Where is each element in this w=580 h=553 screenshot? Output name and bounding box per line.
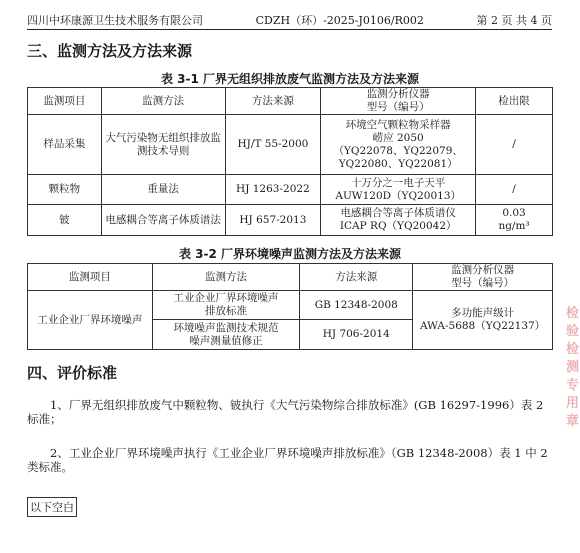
stamp-text: 检验检测专用章 bbox=[566, 306, 580, 429]
table-row bbox=[28, 175, 553, 205]
header-cell: 监测方法 bbox=[152, 264, 300, 291]
cell: 电感耦合等离子体质谱仪 ICAP RQ（YQ20042） bbox=[321, 205, 476, 236]
criteria-paragraph-2: 2、工业企业厂界环境噪声执行《工业企业厂界环境噪声排放标准》（GB 12348-2008）表 1 中 2 类标准。 bbox=[27, 446, 548, 474]
cell: HJ/T 55-2000 bbox=[225, 115, 321, 175]
header-cell: 监测项目 bbox=[28, 88, 102, 115]
table-3-2-caption: 表 3-2 厂界环境噪声监测方法及方法来源 bbox=[178, 247, 402, 261]
header-cell: 监测分析仪器 型号（编号） bbox=[413, 264, 553, 291]
company-name: 四川中环康源卫生技术服务有限公司 bbox=[27, 14, 203, 27]
table-3-1-caption: 表 3-1 厂界无组织排放废气监测方法及方法来源 bbox=[160, 72, 420, 86]
cell: 大气污染物无组织排放监 测技术导则 bbox=[101, 115, 225, 175]
cell: / bbox=[476, 175, 553, 205]
table-row bbox=[28, 205, 553, 236]
table-header-row bbox=[28, 88, 553, 115]
page-header bbox=[27, 11, 552, 30]
cell: 重量法 bbox=[101, 175, 225, 205]
cell: HJ 1263-2022 bbox=[225, 175, 321, 205]
official-seal-stamp bbox=[566, 305, 580, 429]
table-3-2 bbox=[27, 263, 553, 350]
cell: 铍 bbox=[28, 205, 102, 236]
cell: 多功能声级计 AWA-5688（YQ22137） bbox=[413, 291, 553, 350]
cell: 样品采集 bbox=[28, 115, 102, 175]
table-row bbox=[28, 115, 553, 175]
header-cell: 检出限 bbox=[476, 88, 553, 115]
cell: HJ 657-2013 bbox=[225, 205, 321, 236]
cell: 工业企业厂界环境噪声 bbox=[28, 291, 153, 350]
table-header-row bbox=[28, 264, 553, 291]
header-cell: 方法来源 bbox=[300, 264, 413, 291]
cell: / bbox=[476, 115, 553, 175]
page-indicator: 第 2 页 共 4 页 bbox=[476, 14, 552, 27]
table-row bbox=[28, 291, 553, 320]
section-4-title: 四、评价标准 bbox=[27, 364, 118, 382]
table-3-1 bbox=[27, 87, 553, 236]
cell: 电感耦合等离子体质谱法 bbox=[101, 205, 225, 236]
cell: 0.03 ng/m³ bbox=[476, 205, 553, 236]
header-cell: 监测方法 bbox=[101, 88, 225, 115]
header-cell: 监测分析仪器 型号（编号） bbox=[321, 88, 476, 115]
cell: 环境空气颗粒物采样器 崂应 2050 （YQ22078、YQ22079、 YQ22080、YQ22081） bbox=[321, 115, 476, 175]
cell: GB 12348-2008 bbox=[300, 291, 413, 320]
blank-below-note: 以下空白 bbox=[27, 497, 77, 517]
document-number: CDZH（环）-2025-J0106/R002 bbox=[255, 14, 424, 27]
header-cell: 监测项目 bbox=[28, 264, 153, 291]
header-cell: 方法来源 bbox=[225, 88, 321, 115]
cell: 颗粒物 bbox=[28, 175, 102, 205]
cell: 工业企业厂界环境噪声 排放标准 bbox=[152, 291, 300, 320]
cell: HJ 706-2014 bbox=[300, 320, 413, 350]
section-3-title: 三、监测方法及方法来源 bbox=[27, 42, 193, 60]
cell: 十万分之一电子天平 AUW120D（YQ20013） bbox=[321, 175, 476, 205]
criteria-paragraph-1: 1、厂界无组织排放废气中颗粒物、铍执行《大气污染物综合排放标准》(GB 16297-1996）表 2 标准； bbox=[27, 398, 544, 426]
cell: 环境噪声监测技术规范 噪声测量值修正 bbox=[152, 320, 300, 350]
